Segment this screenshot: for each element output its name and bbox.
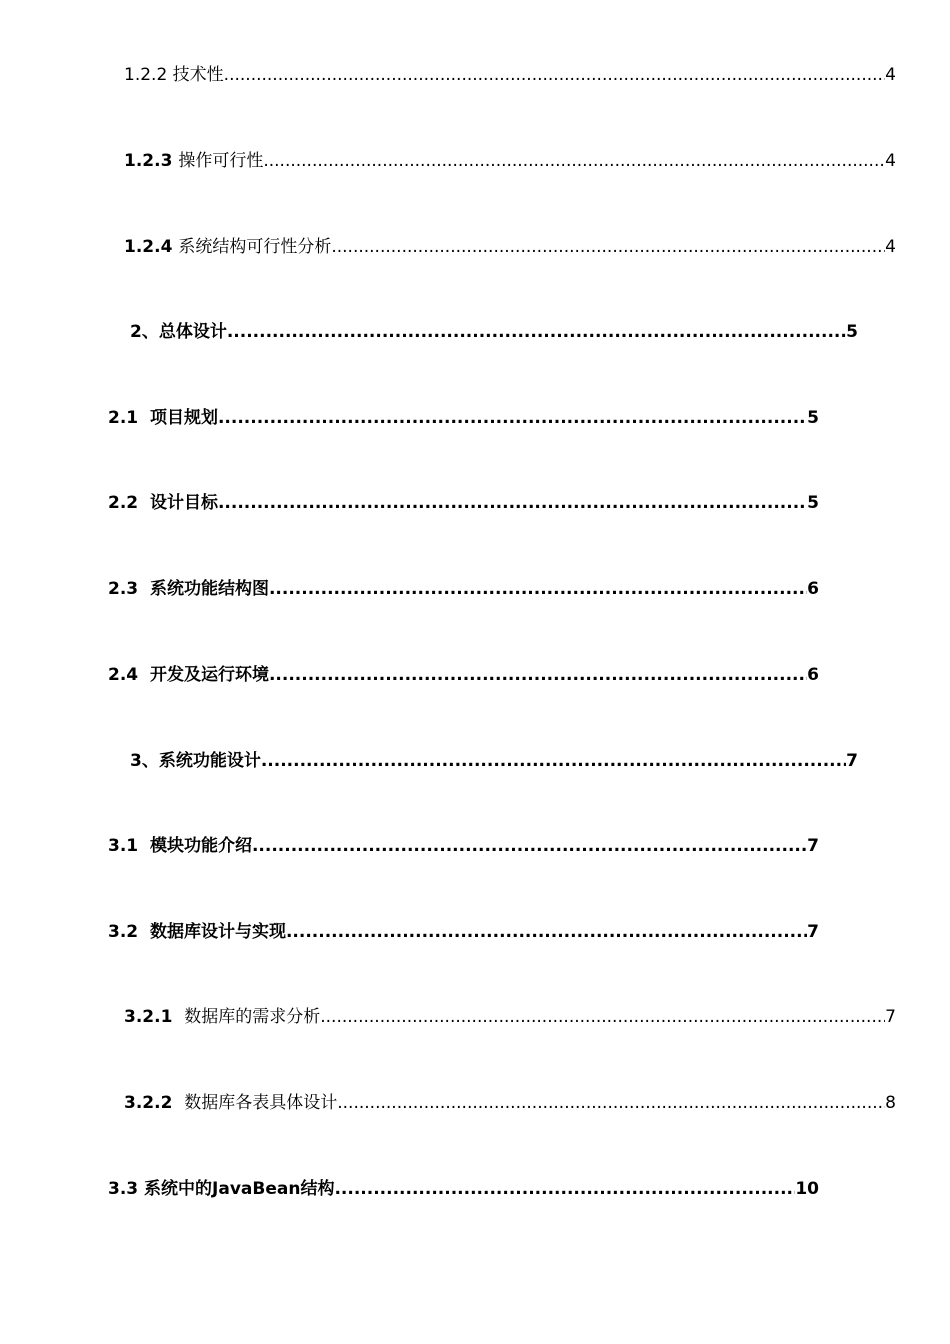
toc-dot-leader	[263, 149, 885, 173]
toc-entry-2-4[interactable]	[108, 663, 819, 687]
toc-entry-3-2-1[interactable]	[124, 1005, 896, 1029]
toc-entry-page: 6	[807, 665, 819, 685]
toc-entry-page: 5	[846, 322, 858, 342]
toc-entry-number: 2.1	[108, 408, 150, 428]
toc-entry-page: 7	[807, 836, 819, 856]
toc-dot-leader	[261, 749, 846, 773]
toc-entry-title: 项目规划	[149, 408, 218, 428]
toc-entry-title: 设计目标	[149, 493, 218, 513]
toc-entry-number: 2.2	[108, 493, 150, 513]
toc-dot-leader	[218, 406, 807, 430]
toc-dot-leader	[334, 1177, 795, 1201]
toc-dot-leader	[227, 320, 846, 344]
toc-entry-1-2-2[interactable]	[124, 63, 896, 87]
toc-dot-leader	[269, 577, 807, 601]
toc-entry-3-2-2[interactable]	[124, 1091, 896, 1115]
toc-entry-2-2[interactable]	[108, 491, 819, 515]
toc-entry-page: 10	[795, 1179, 819, 1199]
toc-entry-number: 1.2.2	[124, 65, 173, 85]
toc-entry-number: 2、	[130, 322, 159, 342]
toc-entry-title: 数据库设计与实现	[149, 922, 286, 942]
toc-entry-chapter-2[interactable]	[130, 320, 858, 344]
toc-entry-title: 总体设计	[158, 322, 227, 342]
toc-entry-page: 8	[885, 1093, 896, 1113]
toc-entry-2-3[interactable]	[108, 577, 819, 601]
toc-entry-title: 操作可行性	[178, 151, 264, 171]
toc-entry-number: 3、	[130, 751, 159, 771]
toc-entry-chapter-3[interactable]	[130, 749, 858, 773]
toc-entry-number: 1.2.3	[124, 151, 179, 171]
toc-dot-leader	[224, 63, 886, 87]
toc-entry-title: 技术性	[172, 65, 224, 85]
toc-entry-page: 7	[807, 922, 819, 942]
toc-entry-page: 5	[807, 493, 819, 513]
toc-entry-number: 3.3	[108, 1179, 145, 1199]
toc-dot-leader	[337, 1091, 885, 1115]
toc-entry-title: 数据库的需求分析	[184, 1007, 321, 1027]
toc-entry-page: 4	[885, 237, 896, 257]
toc-dot-leader	[320, 1005, 885, 1029]
toc-entry-title: 开发及运行环境	[149, 665, 269, 685]
toc-entry-title: 模块功能介绍	[149, 836, 252, 856]
toc-entry-2-1[interactable]	[108, 406, 819, 430]
toc-entry-number: 1.2.4	[124, 237, 179, 257]
toc-dot-leader	[269, 663, 807, 687]
toc-entry-page: 7	[846, 751, 858, 771]
toc-entry-1-2-3[interactable]	[124, 149, 896, 173]
toc-entry-number: 3.2.2	[124, 1093, 185, 1113]
toc-entry-page: 4	[885, 65, 896, 85]
toc-entry-number: 3.2.1	[124, 1007, 185, 1027]
toc-entry-number: 3.1	[108, 836, 150, 856]
toc-entry-3-2[interactable]	[108, 920, 819, 944]
toc-entry-1-2-4[interactable]	[124, 235, 896, 259]
toc-entry-3-3[interactable]	[108, 1177, 819, 1201]
toc-dot-leader	[331, 235, 885, 259]
toc-entry-title: 系统功能设计	[158, 751, 261, 771]
toc-dot-leader	[252, 834, 807, 858]
toc-dot-leader	[286, 920, 807, 944]
toc-entry-number: 2.3	[108, 579, 150, 599]
toc-entry-number: 3.2	[108, 922, 150, 942]
toc-entry-title: 系统功能结构图	[149, 579, 269, 599]
toc-entry-title: 系统结构可行性分析	[178, 237, 332, 257]
toc-entry-page: 7	[885, 1007, 896, 1027]
toc-entry-page: 6	[807, 579, 819, 599]
toc-entry-number: 2.4	[108, 665, 150, 685]
toc-entry-title: 数据库各表具体设计	[184, 1093, 338, 1113]
toc-entry-3-1[interactable]	[108, 834, 819, 858]
toc-dot-leader	[218, 491, 807, 515]
toc-entry-page: 4	[885, 151, 896, 171]
toc-entry-page: 5	[807, 408, 819, 428]
toc-entry-title: 系统中的JavaBean结构	[144, 1179, 335, 1199]
